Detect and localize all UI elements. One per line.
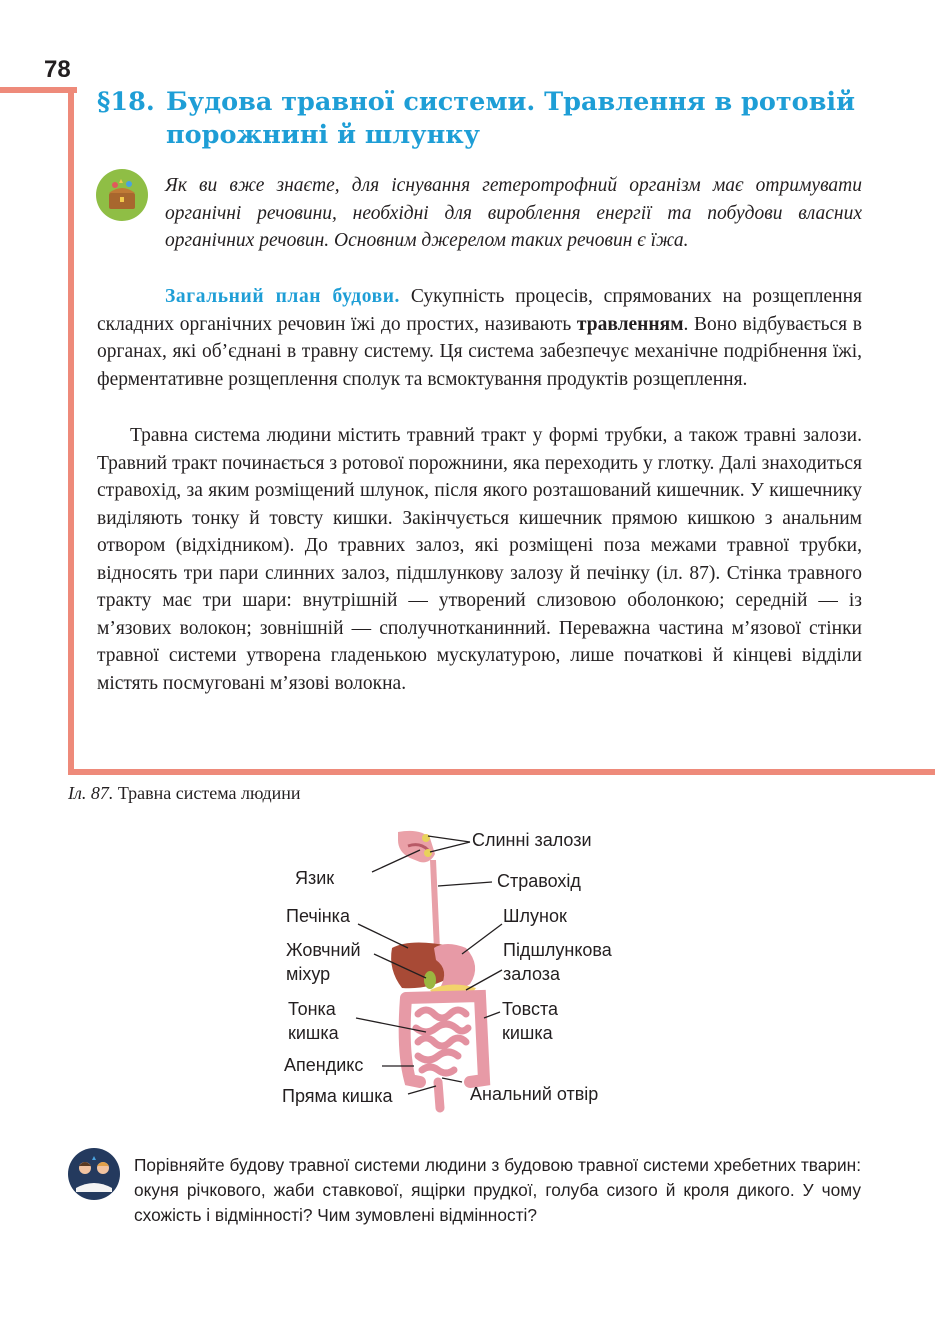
figure-caption-number: Іл. 87.	[68, 783, 114, 803]
label-stomach: Шлунок	[503, 906, 567, 926]
frame-bottom-border	[68, 769, 935, 775]
intro-text: Як ви вже знаєте, для існування гетеротрофний організм має отримувати органічні речовини, необхідні для вироблення енергії та побудови власних органічних речовин. Основним джерелом таких речовин є їжа.	[165, 175, 862, 251]
label-anus: Анальний отвір	[470, 1084, 599, 1104]
label-salivary-glands: Слинні залози	[472, 830, 592, 850]
digestive-system-figure	[270, 820, 670, 1120]
paragraph-digestive-system: Травна система людини містить травний тракт у формі трубки, а також травні залози. Травний тракт починається з ротової порожнини, яка переходить у глотку. Далі знаходиться стравохід, за яким розміщений шлунок, після якого розташований кишечник. У кишечнику виділяють тонку й товсту кишки. Закінчується кишечник прямою кишкою з анальним отвором (відхідником). До травних залоз, які розміщені поза межами травної трубки, відносять три пари слинних залоз, підшлункову залозу й печінку (іл. 87). Стінка травного тракту має три шари: внутрішній — утворений слизовою оболонкою; середній — із м’язових волокон; зовнішній — сполучнотканинний. Переважна частина м’язової стінки травної системи утворена гладенькою мускулатурою, лише початкові й кінцеві відділи містять посмуговані м’язові волокна.	[97, 425, 862, 694]
section-number: §18.	[97, 87, 155, 117]
label-large-intestine-line1: Товста	[502, 999, 559, 1019]
figure-caption-text: Травна система людини	[117, 783, 301, 803]
label-pancreas-line1: Підшлункова	[503, 940, 612, 960]
frame-left-border	[68, 87, 74, 775]
paragraph1-text-a: Сукупність процесів, спрямованих на розщеплення складних органічних речовин їжі до простих, називають	[97, 286, 863, 335]
treasure-chest-icon	[96, 169, 148, 221]
page-number: 78	[44, 56, 71, 83]
label-pancreas-line2: залоза	[503, 964, 561, 984]
task-text: Порівняйте будову травної системи людини з будовою травної системи хребетних тварин: окуня річкового, жаби ставкової, ящірки прудкої, голуба сизого й кроля дикого. У чому схожість і відмінності? Чим зумовлені відмінності?	[134, 1155, 861, 1225]
label-gallbladder-line2: міхур	[286, 964, 331, 984]
label-small-intestine-line1: Тонка	[288, 999, 336, 1019]
label-tongue: Язик	[295, 868, 335, 888]
label-rectum: Пряма кишка	[282, 1086, 393, 1106]
label-gallbladder-line1: Жовчний	[286, 940, 361, 960]
term-digestion: травленням	[576, 313, 684, 335]
paragraph1-text-b: . Воно відбувається в органах, які об’єднані в травну систему. Ця система забезпечує механічне подрібнення їжі, ферментативне розщеплення сполук та всмоктування продуктів розщеплення.	[97, 313, 863, 390]
figure-caption	[68, 781, 301, 805]
frame-top-border	[0, 87, 77, 93]
label-esophagus: Стравохід	[497, 871, 581, 891]
subheading-general-plan: Загальний план будови.	[165, 286, 401, 307]
label-large-intestine-line2: кишка	[502, 1023, 553, 1043]
label-appendix: Апендикс	[284, 1055, 364, 1075]
section-title-text: Будова травної системи. Травлення в ротовій порожнині й шлунку	[166, 87, 856, 150]
students-study-icon	[68, 1148, 120, 1200]
paragraph-general-plan	[97, 283, 862, 393]
label-liver: Печінка	[286, 906, 350, 926]
label-small-intestine-line2: кишка	[288, 1023, 339, 1043]
